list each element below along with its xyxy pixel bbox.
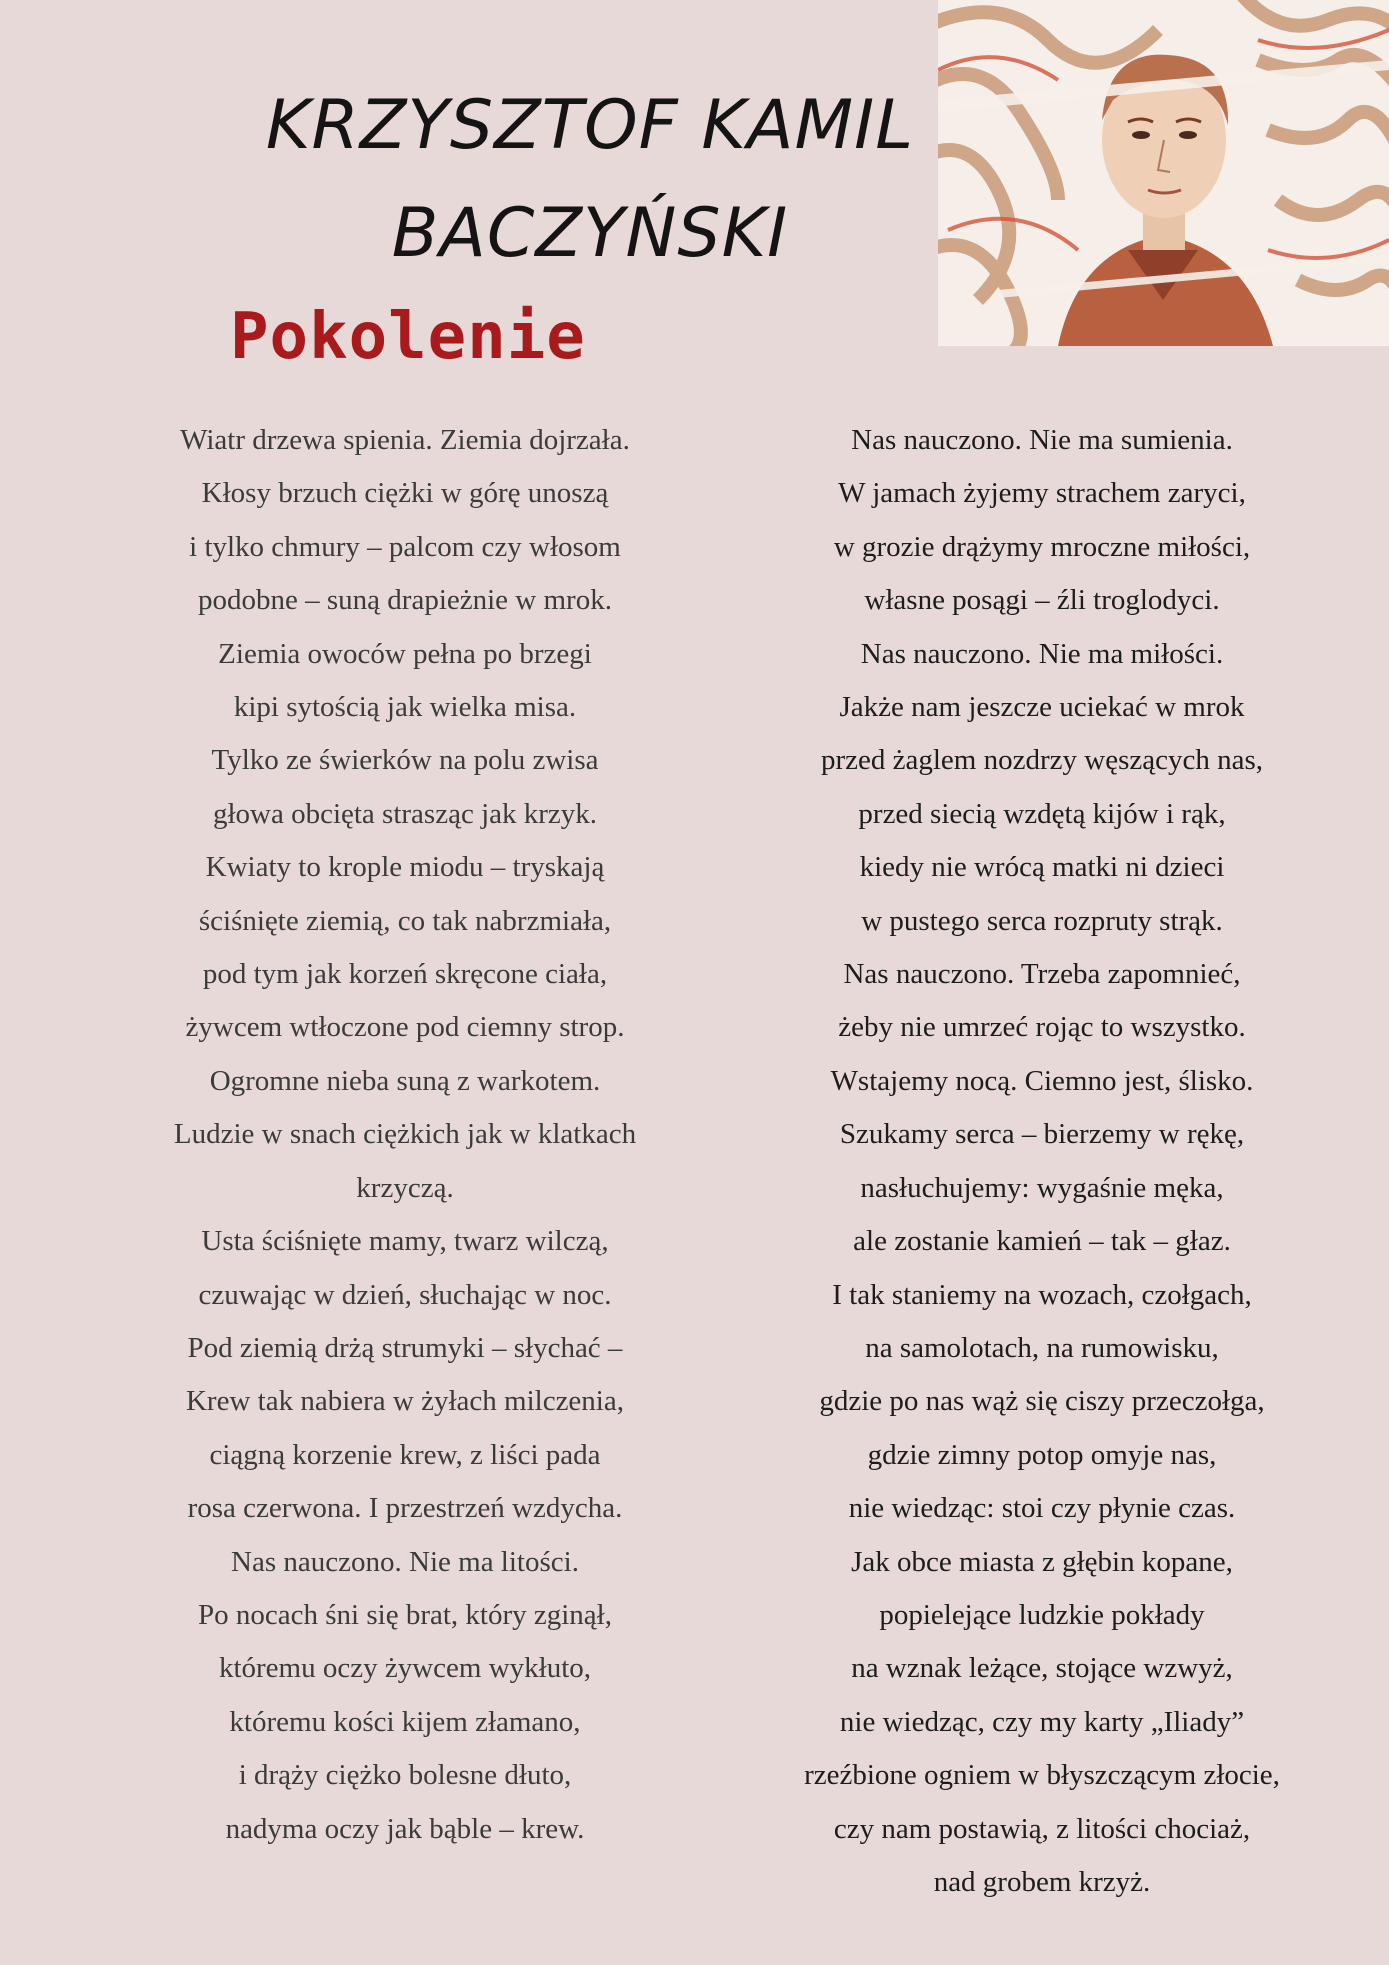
poem-line: głowa obcięta strasząc jak krzyk. [212,797,598,830]
author-line-2: BACZYŃSKI [391,194,789,273]
poem-line: przed żaglem nozdrzy węszących nas, [820,744,1264,777]
poem-line: kipi sytością jak wielka misa. [233,691,577,724]
poem-line: rzeźbione ogniem w błyszczącym złocie, [804,1759,1280,1792]
author-line-1: KRZYSZTOF KAMIL [265,86,915,165]
poem-line: któremu oczy żywcem wykłuto, [218,1652,592,1685]
poem-line: Nas nauczono. Nie ma sumienia. [851,424,1233,456]
poem-line: Ziemia owoców pełna po brzegi [218,637,592,670]
poem-line: w grozie drążymy mroczne miłości, [833,530,1251,563]
poem-line: własne posągi – źli troglodyci. [864,584,1220,617]
portrait-icon [938,0,1389,346]
poem-line: Ogromne nieba suną z warkotem. [209,1064,601,1097]
poem-line: gdzie po nas wąż się ciszy przeczołga, [819,1385,1265,1418]
poem-line: na samolotach, na rumowisku, [865,1331,1219,1364]
poem-line: czuwając w dzień, słuchając w noc. [198,1278,612,1311]
poem-line: czy nam postawią, z litości chociaż, [833,1812,1251,1845]
poem-line: i drąży ciężko bolesne dłuto, [238,1759,572,1792]
poem-line: Kwiaty to krople miodu – tryskają [205,851,605,884]
poem-line: i tylko chmury – palcom czy włosom [189,530,621,563]
poem-line: nasłuchujemy: wygaśnie męka, [860,1171,1224,1204]
poem-line: Krew tak nabiera w żyłach milczenia, [185,1385,624,1418]
poem-line: żywcem wtłoczone pod ciemny strop. [185,1011,625,1044]
poem-line: Wstajemy nocą. Ciemno jest, ślisko. [830,1064,1254,1097]
poem-line: ściśnięte ziemią, co tak nabrzmiała, [198,904,612,937]
poem-line: gdzie zimny potop omyje nas, [867,1438,1217,1471]
poem-line: W jamach żyjemy strachem zaryci, [838,477,1246,510]
poem-line: w pustego serca rozpruty strąk. [861,904,1223,937]
poem-line: Ludzie w snach ciężkich jak w klatkach [173,1118,637,1151]
poem-line: I tak staniemy na wozach, czołgach, [832,1278,1252,1311]
poem-line: nie wiedząc, czy my karty „Iliady” [839,1705,1245,1738]
poem-line: krzyczą. [356,1171,454,1204]
poem-line: ale zostanie kamień – tak – głaz. [853,1225,1231,1258]
poem-line: Nas nauczono. Trzeba zapomnieć, [843,958,1241,991]
poem-line: na wznak leżące, stojące wzwyż, [851,1652,1233,1685]
poem-line: Nas nauczono. Nie ma litości. [231,1545,579,1578]
poem-line: Pod ziemią drżą strumyki – słychać – [187,1331,623,1364]
poem-line: któremu kości kijem złamano, [229,1705,581,1738]
poem-line: rosa czerwona. I przestrzeń wzdycha. [187,1492,623,1525]
poem-line: żeby nie umrzeć rojąc to wszystko. [838,1011,1246,1044]
poem-line: kiedy nie wrócą matki ni dzieci [859,851,1225,884]
poem-line: przed siecią wzdętą kijów i rąk, [858,797,1226,830]
poem-right-column [742,414,1342,1909]
poem-line: Szukamy serca – bierzemy w rękę, [839,1118,1245,1151]
poem-left-column [105,414,705,1856]
poem-line: Usta ściśnięte mamy, twarz wilczą, [201,1225,609,1258]
poem-line: Jak obce miasta z głębin kopane, [851,1545,1233,1578]
poem-line: ciągną korzenie krew, z liści pada [209,1438,601,1471]
poem-line: Tylko ze świerków na polu zwisa [211,744,599,777]
author-name [200,72,980,288]
poem-title: Pokolenie [230,300,586,374]
poem-line: nadyma oczy jak bąble – krew. [225,1812,585,1845]
poem-line: Jakże nam jeszcze uciekać w mrok [839,691,1245,724]
poem-line: nie wiedząc: stoi czy płynie czas. [848,1492,1236,1525]
portrait-illustration [938,0,1389,346]
poem-line: Nas nauczono. Nie ma miłości. [860,637,1224,670]
poem-line: popielejące ludzkie pokłady [879,1598,1205,1631]
poem-line: Wiatr drzewa spienia. Ziemia dojrzała. [180,424,630,456]
poem-line: podobne – suną drapieżnie w mrok. [198,584,612,617]
poem-line: nad grobem krzyż. [933,1865,1151,1898]
poem-line: pod tym jak korzeń skręcone ciała, [202,958,608,991]
poem-line: Kłosy brzuch ciężki w górę unoszą [201,477,609,510]
poem-line: Po nocach śni się brat, który zginął, [198,1598,612,1631]
